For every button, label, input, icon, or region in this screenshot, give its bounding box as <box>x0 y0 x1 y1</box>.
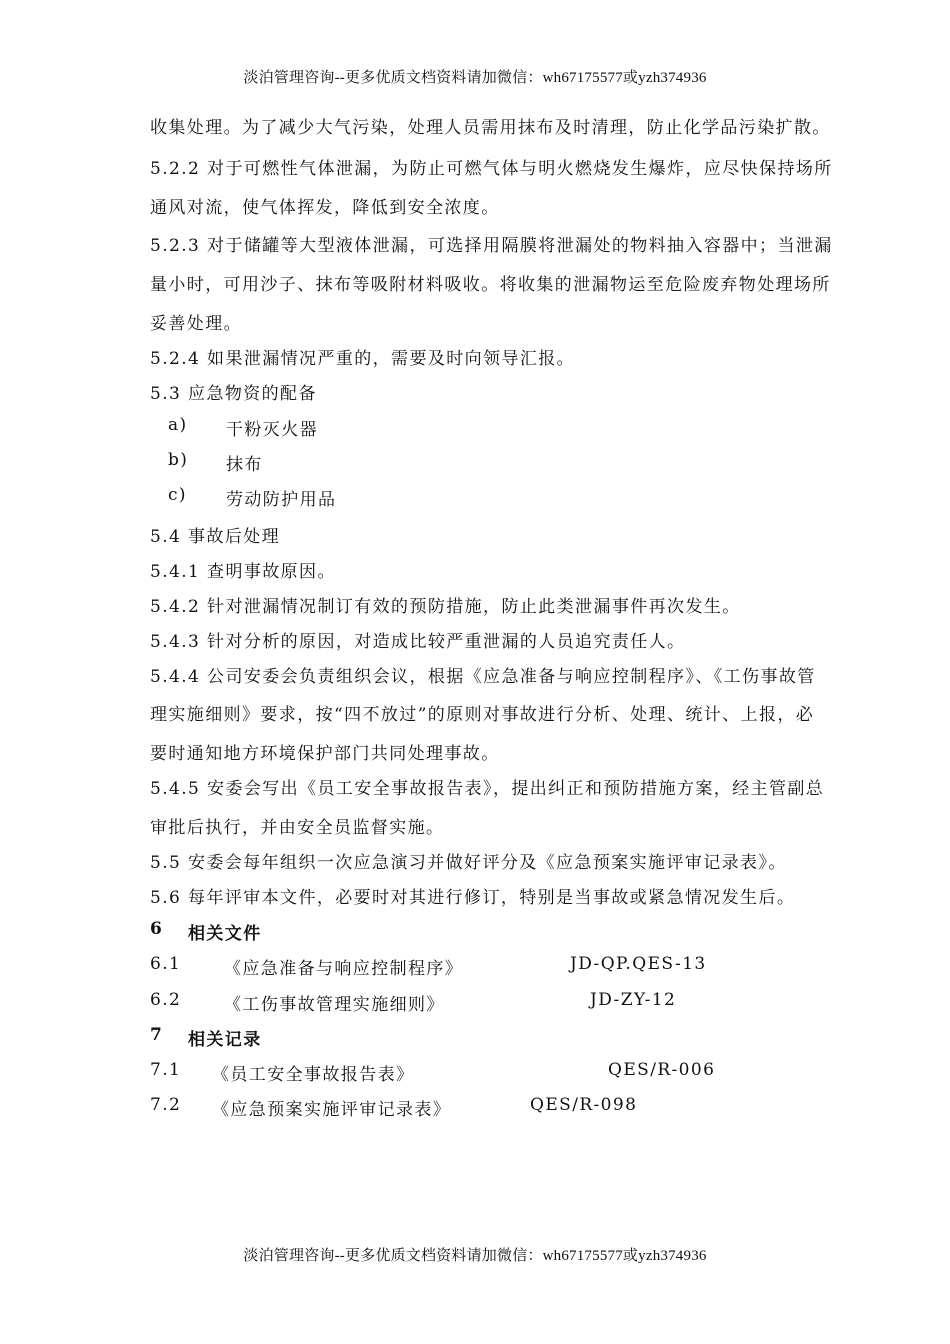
section-title: 相关记录 <box>188 1030 262 1050</box>
paragraph-line: 5.5 安委会每年组织一次应急演习并做好评分及《应急预案实施评审记录表》。 <box>150 853 787 873</box>
paragraph-line: 5.2.2 对于可燃性气体泄漏，为防止可燃气体与明火燃烧发生爆炸，应尽快保持场所 <box>150 159 833 179</box>
record-code: QES/R-098 <box>530 1095 638 1115</box>
section-title: 相关文件 <box>188 924 262 944</box>
paragraph-line: 5.2.3 对于储罐等大型液体泄漏，可选择用隔膜将泄漏处的物料抽入容器中；当泄漏 <box>150 236 833 256</box>
paragraph-line: 要时通知地方环境保护部门共同处理事故。 <box>150 744 500 764</box>
paragraph-line: 收集处理。为了减少大气污染，处理人员需用抹布及时清理，防止化学品污染扩散。 <box>150 118 831 138</box>
record-number: 7.1 <box>150 1060 182 1080</box>
section-number: 7 <box>150 1025 164 1045</box>
paragraph-line: 5.4.5 安委会写出《员工安全事故报告表》，提出纠正和预防措施方案，经主管副总 <box>150 779 825 799</box>
paragraph-line: 5.6 每年评审本文件，必要时对其进行修订，特别是当事故或紧急情况发生后。 <box>150 888 796 908</box>
paragraph-line: 5.4.1 查明事故原因。 <box>150 562 336 582</box>
record-title: 《员工安全事故报告表》 <box>212 1065 415 1085</box>
list-marker: a) <box>168 415 188 435</box>
section-heading: 5.3 应急物资的配备 <box>150 384 317 404</box>
record-code: QES/R-006 <box>608 1060 716 1080</box>
reference-number: 6.2 <box>150 990 182 1010</box>
page-footer: 淡泊管理咨询--更多优质文档资料请加微信：wh67175577或yzh374936 <box>243 1248 707 1264</box>
record-number: 7.2 <box>150 1095 182 1115</box>
paragraph-line: 妥善处理。 <box>150 314 242 334</box>
reference-title: 《应急准备与响应控制程序》 <box>224 959 464 979</box>
reference-code: JD-ZY-12 <box>590 990 677 1010</box>
reference-number: 6.1 <box>150 954 182 974</box>
page-header: 淡泊管理咨询--更多优质文档资料请加微信：wh67175577或yzh374936 <box>243 70 707 86</box>
list-marker: b) <box>168 450 189 470</box>
paragraph-line: 量小时，可用沙子、抹布等吸附材料吸收。将收集的泄漏物运至危险废弃物处理场所 <box>150 275 831 295</box>
paragraph-line: 通风对流，使气体挥发，降低到安全浓度。 <box>150 198 500 218</box>
reference-code: JD-QP.QES-13 <box>570 954 707 974</box>
paragraph-line: 理实施细则》要求，按“四不放过”的原则对事故进行分析、处理、统计、上报，必 <box>150 705 815 725</box>
list-marker: c) <box>168 485 187 505</box>
paragraph-line: 5.2.4 如果泄漏情况严重的，需要及时向领导汇报。 <box>150 349 576 369</box>
paragraph-line: 5.4.2 针对泄漏情况制订有效的预防措施，防止此类泄漏事件再次发生。 <box>150 597 741 617</box>
paragraph-line: 审批后执行，并由安全员监督实施。 <box>150 818 445 838</box>
paragraph-line: 5.4.4 公司安委会负责组织会议，根据《应急准备与响应控制程序》、《工伤事故管 <box>150 667 816 687</box>
record-title: 《应急预案实施评审记录表》 <box>212 1100 452 1120</box>
list-text: 抹布 <box>226 455 263 475</box>
reference-title: 《工伤事故管理实施细则》 <box>224 995 445 1015</box>
section-heading: 5.4 事故后处理 <box>150 527 281 547</box>
paragraph-line: 5.4.3 针对分析的原因，对造成比较严重泄漏的人员追究责任人。 <box>150 632 686 652</box>
list-text: 干粉灭火器 <box>226 420 318 440</box>
section-number: 6 <box>150 919 164 939</box>
list-text: 劳动防护用品 <box>226 490 337 510</box>
